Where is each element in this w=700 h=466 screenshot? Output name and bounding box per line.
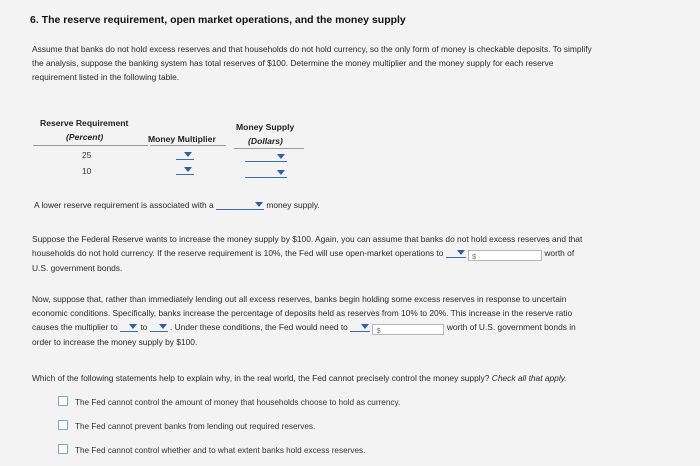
- col-subheader-percent: (Percent): [66, 132, 104, 142]
- bond-amount-input-2[interactable]: $: [372, 324, 444, 335]
- buy-sell-dropdown[interactable]: [446, 247, 466, 258]
- intro-line: the analysis, suppose the banking system has total reserves of $100. Determine the money multiplier and the money supply for each reserve: [32, 58, 554, 68]
- control-question: Which of the following statements help to explain why, in the real world, the Fed cannot precisely control the money supply? Check all that apply.: [32, 373, 567, 383]
- chevron-down-icon: [184, 152, 192, 157]
- chevron-down-icon: [184, 167, 192, 172]
- col-subheader-dollars: (Dollars): [248, 136, 283, 146]
- size-dropdown[interactable]: [216, 199, 264, 210]
- header-rule: [234, 148, 304, 149]
- intro-line: Assume that banks do not hold excess reserves and that households do not hold currency, so the only form of money is checkable deposits. To simplify: [32, 44, 592, 54]
- lower-reserve-sentence: A lower reserve requirement is associated with a money supply.: [34, 200, 320, 210]
- bond-amount-input[interactable]: $: [468, 250, 542, 261]
- header-rule: [150, 145, 226, 146]
- col-header-money-supply: Money Supply: [236, 122, 295, 132]
- question-title: 6. The reserve requirement, open market operations, and the money supply: [30, 14, 406, 26]
- table-row-reserve: 25: [82, 150, 92, 160]
- table-row-reserve: 10: [82, 166, 92, 176]
- multiplier-value-dropdown[interactable]: [150, 321, 168, 332]
- multiplier-change-dropdown[interactable]: [120, 321, 138, 332]
- money-supply-dropdown-10[interactable]: [245, 167, 287, 178]
- fed-action-dropdown[interactable]: [350, 321, 370, 332]
- check-all-hint: Check all that apply.: [491, 373, 567, 383]
- chevron-down-icon: [255, 202, 263, 207]
- option-currency[interactable]: The Fed cannot control the amount of money that households choose to hold as currency.: [58, 396, 400, 407]
- chevron-down-icon: [277, 154, 285, 159]
- col-header-multiplier: Money Multiplier: [148, 134, 216, 144]
- multiplier-dropdown-25[interactable]: [176, 149, 194, 160]
- multiplier-dropdown-10[interactable]: [176, 164, 194, 175]
- excess-reserves-paragraph: Now, suppose that, rather than immediately lending out all excess reserves, banks begin holding some excess reserves in response to uncertain economic conditions. Specifically, banks increase the percentage of deposits held as reserves from 10% to 20%. This increase in the reserve ratio causes the multiplier to to . Under these conditions, the Fed would need to $ worth of U.S. government bonds in order to increase the money supply by $100.: [32, 294, 576, 347]
- col-header-reserve: Reserve Requirement: [40, 118, 129, 128]
- chevron-down-icon: [361, 324, 369, 329]
- intro-paragraph: [32, 42, 652, 84]
- intro-line: requirement listed in the following table.: [32, 72, 180, 82]
- option-required-reserves[interactable]: The Fed cannot prevent banks from lending out required reserves.: [58, 420, 315, 431]
- money-supply-dropdown-25[interactable]: [245, 151, 287, 162]
- chevron-down-icon: [277, 170, 285, 175]
- checkbox-icon[interactable]: [58, 396, 68, 406]
- chevron-down-icon: [129, 324, 137, 329]
- chevron-down-icon: [159, 324, 167, 329]
- header-rule: [33, 145, 148, 146]
- fed-increase-paragraph: Suppose the Federal Reserve wants to increase the money supply by $100. Again, you can assume that banks do not hold excess reserves and that households do not hold currency. If the reserve requirement is 10%, the Fed will use open-market operations to $ worth of U.S. government bonds.: [32, 234, 583, 273]
- checkbox-icon[interactable]: [58, 420, 68, 430]
- option-excess-reserves[interactable]: The Fed cannot control whether and to what extent banks hold excess reserves.: [58, 444, 365, 455]
- chevron-down-icon: [457, 250, 465, 255]
- checkbox-icon[interactable]: [58, 444, 68, 454]
